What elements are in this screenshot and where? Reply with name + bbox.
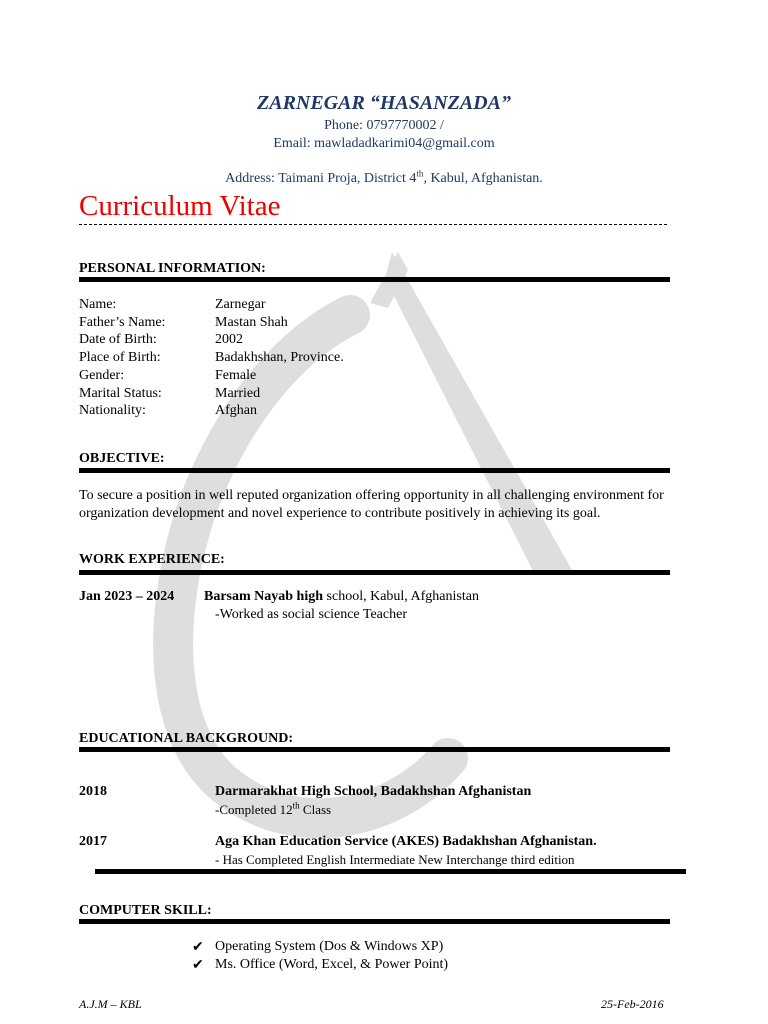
employer-location: school, Kabul, Afghanistan: [323, 589, 479, 604]
checkmark-icon: ✔: [192, 958, 204, 973]
work-period: Jan 2023 – 2024: [79, 589, 175, 604]
education-detail: [215, 802, 331, 818]
footer-left: A.J.M – KBL: [79, 997, 142, 1011]
employer-name: Barsam Nayab high: [204, 589, 324, 604]
info-value: Mastan Shah: [215, 315, 288, 330]
personal-rule: [79, 277, 670, 282]
info-label: Father’s Name:: [79, 315, 166, 330]
education-school: Aga Khan Education Service (AKES) Badakhshan Afghanistan.: [215, 834, 597, 849]
address-line: [0, 168, 768, 187]
info-value: 2002: [215, 332, 243, 347]
education-detail-text: -Completed 12: [215, 802, 293, 817]
education-detail-text-end: Class: [299, 802, 332, 817]
address-superscript: th: [416, 168, 424, 179]
info-label: Date of Birth:: [79, 332, 157, 347]
objective-heading: OBJECTIVE:: [79, 451, 165, 466]
title-divider: [79, 224, 667, 225]
address-text: Address: Taimani Proja, District 4: [225, 171, 417, 186]
address-text-end: , Kabul, Afghanistan.: [423, 171, 543, 186]
education-detail: - Has Completed English Intermediate New Interchange third edition: [215, 852, 575, 867]
education-year: 2018: [79, 784, 107, 799]
education-rule: [79, 747, 670, 752]
education-detail-superscript: th: [292, 800, 300, 811]
education-bottom-rule: [95, 869, 686, 874]
document-title: Curriculum Vitae: [79, 190, 281, 222]
objective-rule: [79, 468, 670, 473]
checkmark-icon: ✔: [192, 940, 204, 955]
education-school: Darmarakhat High School, Badakhshan Afghanistan: [215, 784, 532, 799]
info-value: Zarnegar: [215, 297, 266, 312]
info-value: Badakhshan, Province.: [215, 350, 344, 365]
education-year: 2017: [79, 834, 107, 849]
phone-line: Phone: 0797770002 /: [324, 118, 444, 133]
computer-heading: COMPUTER SKILL:: [79, 903, 212, 918]
info-label: Gender:: [79, 368, 125, 383]
info-label: Marital Status:: [79, 386, 162, 401]
work-rule: [79, 570, 670, 575]
skill-item: Operating System (Dos & Windows XP): [215, 939, 444, 954]
education-heading: EDUCATIONAL BACKGROUND:: [79, 731, 294, 746]
personal-heading: PERSONAL INFORMATION:: [79, 261, 266, 276]
candidate-name: ZARNEGAR “HASANZADA”: [257, 92, 511, 114]
info-value: Married: [215, 386, 261, 401]
skill-item: Ms. Office (Word, Excel, & Power Point): [215, 957, 449, 972]
info-value: Female: [215, 368, 257, 383]
email-line: Email: mawladadkarimi04@gmail.com: [273, 136, 495, 151]
info-value: Afghan: [215, 403, 257, 418]
work-role: -Worked as social science Teacher: [215, 607, 407, 622]
computer-rule: [79, 919, 670, 924]
footer-date: 25-Feb-2016: [601, 997, 664, 1011]
info-label: Nationality:: [79, 403, 146, 418]
work-heading: WORK EXPERIENCE:: [79, 552, 225, 567]
info-label: Name:: [79, 297, 117, 312]
objective-text: To secure a position in well reputed organization offering opportunity in all challenging environment for organization development and novel experience to contribute positively in achieving its goal.: [79, 488, 664, 521]
work-employer: [204, 589, 479, 605]
info-label: Place of Birth:: [79, 350, 161, 365]
